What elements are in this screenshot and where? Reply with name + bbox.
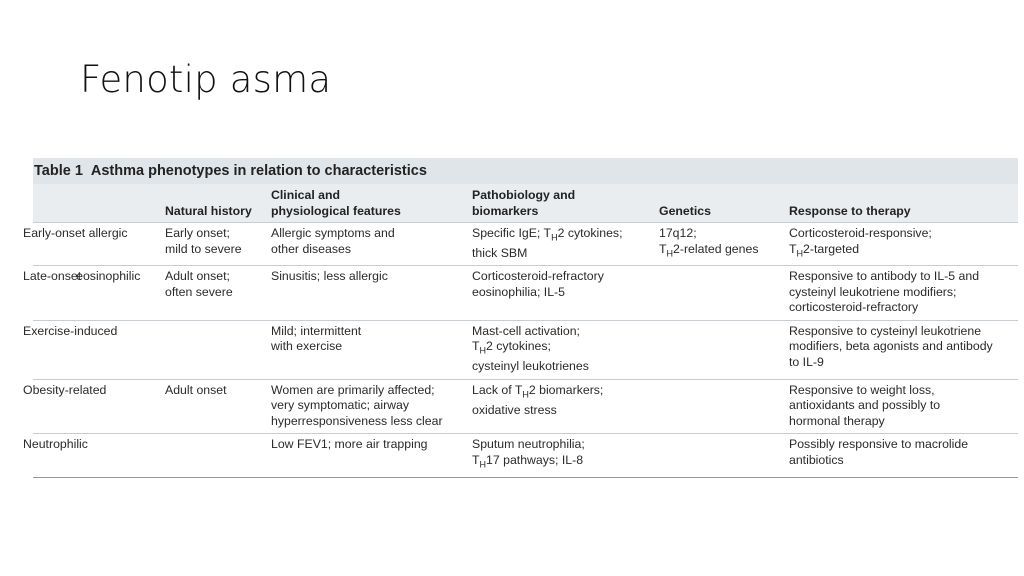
cell-response-to-therapy — [785, 320, 1018, 379]
header-response-to-therapy-line: Response to therapy — [789, 203, 911, 218]
cell-clinical-features — [267, 434, 468, 477]
cell-phenotype-line: Obesity-related — [23, 382, 107, 397]
cell-response-to-therapy — [785, 434, 1018, 477]
cell-phenotype — [23, 266, 161, 321]
cell-response-to-therapy-line: $T_H2$-targeted — [789, 241, 860, 258]
table-caption — [33, 158, 1018, 184]
header-pathobiology-line: Pathobiology and — [472, 188, 576, 202]
header-clinical-features-line: Clinical and — [271, 188, 341, 202]
cell-pathobiology-line: Corticosteroid-refractory — [472, 269, 604, 284]
header-response-to-therapy — [785, 184, 1018, 223]
table-body — [23, 223, 1018, 478]
cell-natural-history — [161, 266, 267, 321]
cell-clinical-features-line: Mild; intermittent — [271, 323, 362, 338]
cell-response-to-therapy-line: Possibly responsive to macrolide — [789, 437, 969, 452]
cell-response-to-therapy-line: Corticosteroid-responsive; — [789, 226, 932, 240]
cell-clinical-features — [267, 379, 468, 434]
cell-pathobiology-line: Mast-cell activation; — [472, 323, 580, 338]
cell-response-to-therapy-line: Responsive to antibody to IL-5 and — [789, 269, 980, 284]
cell-pathobiology-line: Specific IgE; $T_H2$ cytokines; — [472, 226, 623, 243]
cell-pathobiology-line: cysteinyl leukotrienes — [472, 359, 589, 374]
header-phenotype — [33, 184, 161, 223]
cell-natural-history-line: Early onset; — [165, 226, 230, 240]
table-caption-text: Asthma phenotypes in relation to characteristics — [90, 163, 427, 179]
cell-pathobiology — [468, 266, 655, 321]
table-caption-number: Table 1 — [34, 163, 83, 179]
cell-natural-history-line: Adult onset — [165, 382, 227, 397]
cell-clinical-features-line: with exercise — [271, 339, 343, 354]
cell-response-to-therapy-line: to IL-9 — [789, 354, 824, 369]
table-row — [33, 223, 1018, 266]
cell-pathobiology-line: $T_H17$ pathways; IL-8 — [472, 452, 584, 470]
table-header-row — [33, 184, 1018, 223]
cell-phenotype-line: Neutrophilic — [23, 437, 88, 452]
cell-response-to-therapy-line: antibiotics — [789, 452, 844, 467]
cell-clinical-features-line: very symptomatic; airway — [271, 398, 410, 413]
cell-clinical-features-line: Allergic symptoms and — [271, 226, 395, 240]
cell-pathobiology-line: oxidative stress — [472, 402, 557, 417]
cell-clinical-features-line: Low FEV1; more air trapping — [271, 437, 428, 452]
header-pathobiology-line: biomarkers — [472, 203, 539, 218]
cell-response-to-therapy-line: modifiers, beta agonists and antibody — [789, 339, 993, 354]
cell-clinical-features — [267, 266, 468, 321]
cell-natural-history-line: often severe — [165, 284, 233, 299]
cell-natural-history — [161, 320, 267, 379]
cell-genetics-line: $T_H2$-related genes — [659, 241, 759, 258]
table-row — [33, 266, 1018, 321]
cell-clinical-features-line: hyperresponsiveness less clear — [271, 413, 443, 428]
table-row — [33, 320, 1018, 379]
header-natural-history-line: Natural history — [165, 203, 252, 218]
cell-response-to-therapy-line: antioxidants and possibly to — [789, 398, 941, 413]
cell-response-to-therapy — [785, 266, 1018, 321]
cell-phenotype-line: eosinophilic — [76, 269, 141, 284]
cell-phenotype-line: Exercise-induced — [23, 323, 118, 338]
cell-natural-history — [161, 223, 267, 266]
cell-phenotype — [23, 320, 161, 379]
cell-phenotype — [23, 434, 161, 477]
header-genetics-line: Genetics — [659, 203, 711, 218]
cell-pathobiology-line: $T_H2$ cytokines; — [472, 339, 551, 356]
cell-natural-history — [161, 379, 267, 434]
table-grid — [23, 184, 1018, 478]
cell-phenotype-line: Late-onset — [23, 269, 82, 284]
phenotype-table — [23, 158, 1018, 478]
header-pathobiology — [468, 184, 655, 223]
cell-natural-history-line: mild to severe — [165, 241, 242, 256]
cell-clinical-features-line: other diseases — [271, 241, 351, 256]
cell-clinical-features-line: Sinusitis; less allergic — [271, 269, 388, 284]
cell-genetics-line: 17q12; — [659, 226, 697, 240]
cell-pathobiology-line: thick SBM — [472, 245, 528, 260]
cell-clinical-features — [267, 223, 468, 266]
cell-clinical-features — [267, 320, 468, 379]
table-row — [33, 379, 1018, 434]
cell-response-to-therapy — [785, 379, 1018, 434]
header-clinical-features-line: physiological features — [271, 203, 401, 218]
cell-pathobiology — [468, 434, 655, 477]
cell-natural-history-line: Adult onset; — [165, 269, 230, 284]
cell-pathobiology — [468, 223, 655, 266]
cell-pathobiology — [468, 379, 655, 434]
header-clinical-features — [267, 184, 468, 223]
table-row — [33, 434, 1018, 477]
slide-title: Fenotip asma — [80, 58, 332, 101]
cell-response-to-therapy-line: hormonal therapy — [789, 413, 885, 428]
cell-genetics — [655, 379, 785, 434]
cell-pathobiology — [468, 320, 655, 379]
cell-genetics — [655, 320, 785, 379]
cell-genetics — [655, 266, 785, 321]
cell-phenotype — [23, 223, 161, 266]
cell-pathobiology-line: eosinophilia; IL-5 — [472, 284, 565, 299]
cell-phenotype-line: Early-onset allergic — [23, 226, 128, 240]
cell-natural-history — [161, 434, 267, 477]
cell-response-to-therapy-line: corticosteroid-refractory — [789, 300, 919, 315]
cell-clinical-features-line: Women are primarily affected; — [271, 382, 435, 397]
cell-pathobiology-line: Lack of $T_H2$ biomarkers; — [472, 382, 604, 400]
cell-genetics — [655, 223, 785, 266]
cell-phenotype — [23, 379, 161, 434]
cell-response-to-therapy — [785, 223, 1018, 266]
cell-response-to-therapy-line: Responsive to cysteinyl leukotriene — [789, 323, 982, 338]
cell-response-to-therapy-line: cysteinyl leukotriene modifiers; — [789, 284, 957, 299]
header-natural-history — [161, 184, 267, 223]
cell-genetics — [655, 434, 785, 477]
cell-response-to-therapy-line: Responsive to weight loss, — [789, 382, 935, 397]
header-genetics — [655, 184, 785, 223]
cell-pathobiology-line: Sputum neutrophilia; — [472, 437, 585, 452]
